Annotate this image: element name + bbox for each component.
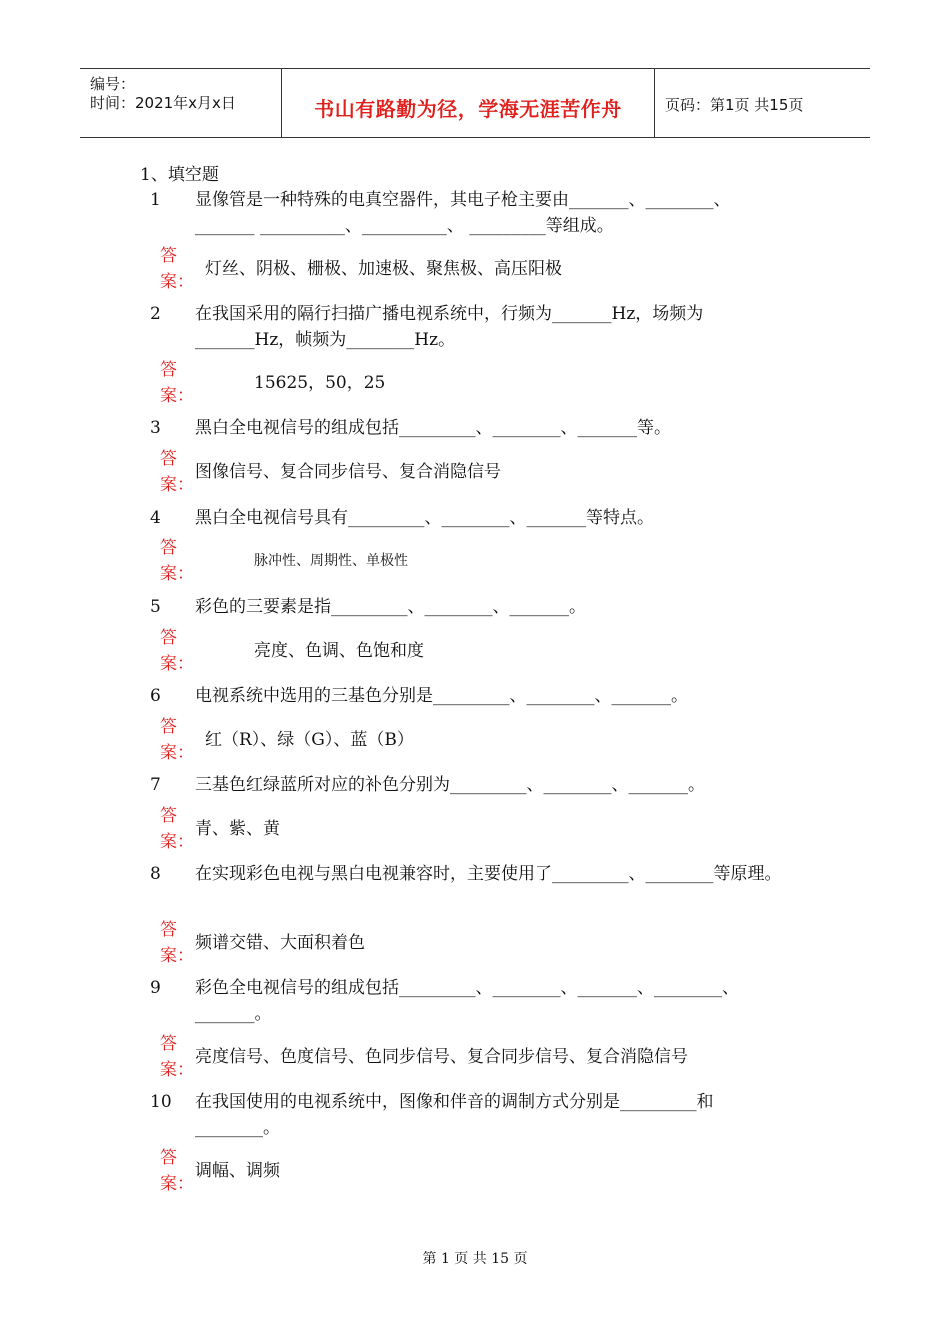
- answer-label: 答案：: [160, 246, 194, 292]
- question-number: 10: [150, 1092, 172, 1112]
- header-motto-cell: [282, 69, 655, 137]
- answer-text: 青、紫、黄: [195, 819, 280, 839]
- answer-text: 频谱交错、大面积着色: [195, 933, 365, 953]
- question-number: 3: [150, 418, 161, 438]
- answer-label: 答案：: [160, 449, 194, 495]
- header-meta-cell: [80, 69, 282, 137]
- answer-text: 亮度信号、色度信号、色同步信号、复合同步信号、复合消隐信号: [195, 1047, 688, 1067]
- number-label: 编号：: [90, 75, 136, 93]
- answer-label: 答案：: [160, 1148, 194, 1194]
- header-page-cell: [655, 69, 870, 137]
- question-text: 电视系统中选用的三基色分别是_________、________、_______。: [195, 686, 688, 706]
- answer-label: 答案：: [160, 717, 194, 763]
- page-footer: 第 1 页 共 15 页: [422, 1251, 528, 1267]
- answer-text: 15625，50，25: [254, 373, 386, 393]
- section-title: 1、填空题: [140, 165, 219, 185]
- question-text: 在我国使用的电视系统中，图像和伴音的调制方式分别是_________和________。: [195, 1092, 714, 1138]
- answer-text: 红（R）、绿（G）、蓝（B）: [205, 730, 414, 750]
- question-text: 显像管是一种特殊的电真空器件，其电子枪主要由_______、________、 _______ __________、__________、 _________等组成。: [195, 190, 736, 236]
- answer-text: 灯丝、阴极、栅极、加速极、聚焦极、高压阳极: [205, 259, 562, 279]
- answer-label: 答案：: [160, 360, 194, 406]
- question-text: 彩色的三要素是指_________、________、_______。: [195, 597, 586, 617]
- question-text: 黑白全电视信号具有_________、________、_______等特点。: [195, 508, 654, 528]
- question-text: 三基色红绿蓝所对应的补色分别为_________、________、_______。: [195, 775, 705, 795]
- question-number: 1: [150, 190, 161, 210]
- question-number: 9: [150, 978, 161, 998]
- answer-text: 调幅、调频: [195, 1161, 280, 1181]
- answer-text: 图像信号、复合同步信号、复合消隐信号: [195, 462, 501, 482]
- motto-text: 书山有路勤为径，学海无涯苦作舟: [314, 97, 622, 121]
- question-text: 彩色全电视信号的组成包括_________、________、_______、________、_______。: [195, 978, 739, 1024]
- question-text: 在我国采用的隔行扫描广播电视系统中，行频为_______Hz，场频为_______Hz，帧频为________Hz。: [195, 304, 704, 350]
- answer-text: 亮度、色调、色饱和度: [254, 641, 424, 661]
- question-number: 7: [150, 775, 161, 795]
- question-number: 8: [150, 864, 161, 884]
- question-text: 在实现彩色电视与黑白电视兼容时，主要使用了_________、________等原理。: [195, 864, 782, 884]
- question-text: 黑白全电视信号的组成包括_________、________、_______等。: [195, 418, 671, 438]
- answer-label: 答案：: [160, 628, 194, 674]
- answer-label: 答案：: [160, 806, 194, 852]
- time-label: 时间：2021年x月x日: [90, 94, 236, 112]
- answer-label: 答案：: [160, 1034, 194, 1080]
- answer-label: 答案：: [160, 920, 194, 966]
- question-number: 6: [150, 686, 161, 706]
- question-number: 5: [150, 597, 161, 617]
- answer-label: 答案：: [160, 538, 194, 584]
- question-number: 2: [150, 304, 161, 324]
- page-count-label: 页码：第1页 共15页: [665, 96, 804, 114]
- answer-text: 脉冲性、周期性、单极性: [254, 553, 408, 569]
- question-number: 4: [150, 508, 161, 528]
- document-header: [80, 68, 870, 138]
